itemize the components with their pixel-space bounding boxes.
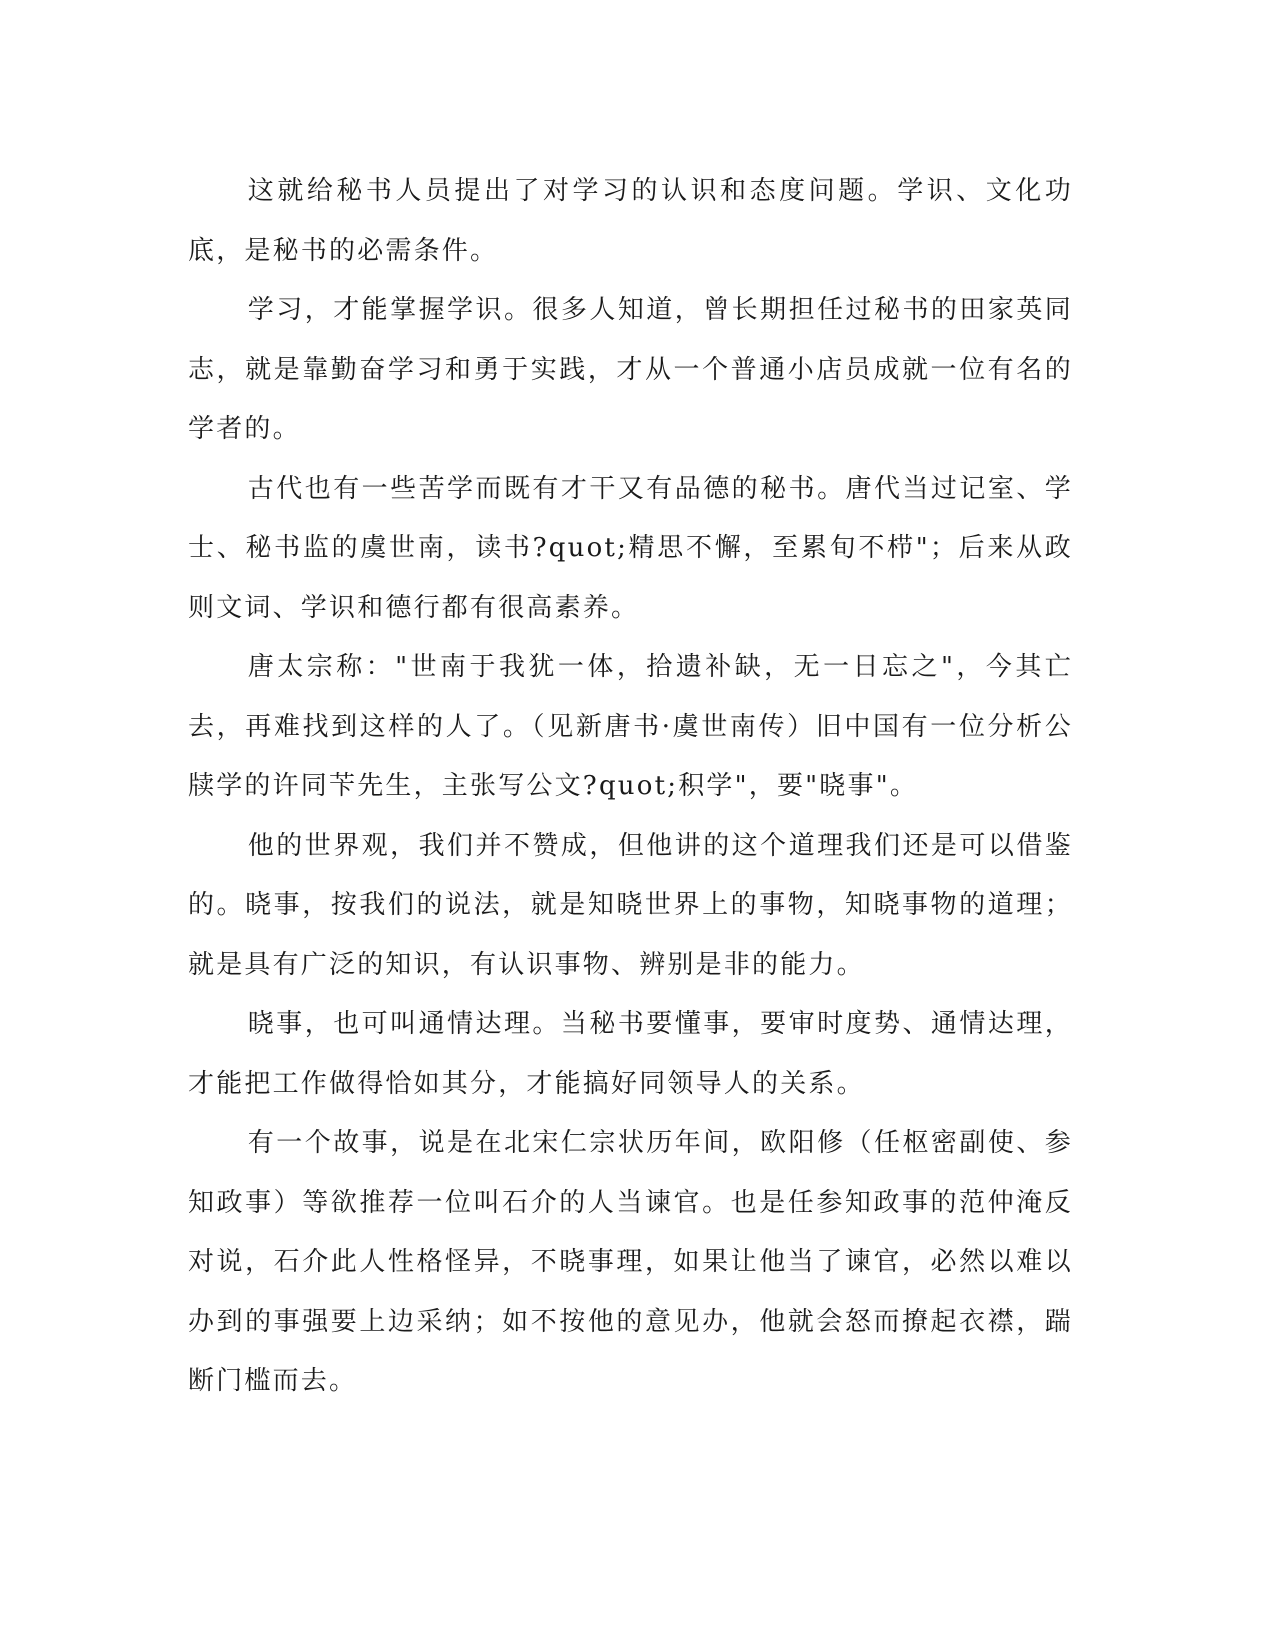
paragraph-5: 他的世界观，我们并不赞成，但他讲的这个道理我们还是可以借鉴的。晓事，按我们的说法，就是知晓世界上的事物，知晓事物的道理；就是具有广泛的知识，有认识事物、辨别是非的能力。 — [188, 830, 1073, 980]
paragraph-2: 学习，才能掌握学识。很多人知道，曾长期担任过秘书的田家英同志，就是靠勤奋学习和勇于实践，才从一个普通小店员成就一位有名的学者的。 — [188, 295, 1073, 444]
paragraph-7: 有一个故事，说是在北宋仁宗状历年间，欧阳修（任枢密副使、参知政事）等欲推荐一位叫石介的人当谏官。也是任参知政事的范仲淹反对说，石介此人性格怪异，不晓事理，如果让他当了谏官，必然以难以办到的事强要上边采纳；如不按他的意见办，他就会怒而撩起衣襟，踹断门槛而去。 — [188, 1128, 1073, 1396]
paragraph-4: 唐太宗称："世南于我犹一体，拾遗补缺，无一日忘之"，今其亡去，再难找到这样的人了。（见新唐书·虞世南传）旧中国有一位分析公牍学的许同苄先生，主张写公文?quot;积学"，要"晓事"。 — [188, 652, 1073, 801]
paragraph-6: 晓事，也可叫通情达理。当秘书要懂事，要审时度势、通情达理，才能把工作做得恰如其分，才能搞好同领导人的关系。 — [188, 1009, 1073, 1099]
paragraph-3: 古代也有一些苦学而既有才干又有品德的秘书。唐代当过记室、学士、秘书监的虞世南，读书?quot;精思不懈，至累旬不栉"；后来从政则文词、学识和德行都有很高素养。 — [188, 473, 1073, 623]
document-body — [188, 162, 1073, 1412]
paragraph-1: 这就给秘书人员提出了对学习的认识和态度问题。学识、文化功底，是秘书的必需条件。 — [188, 176, 1073, 266]
